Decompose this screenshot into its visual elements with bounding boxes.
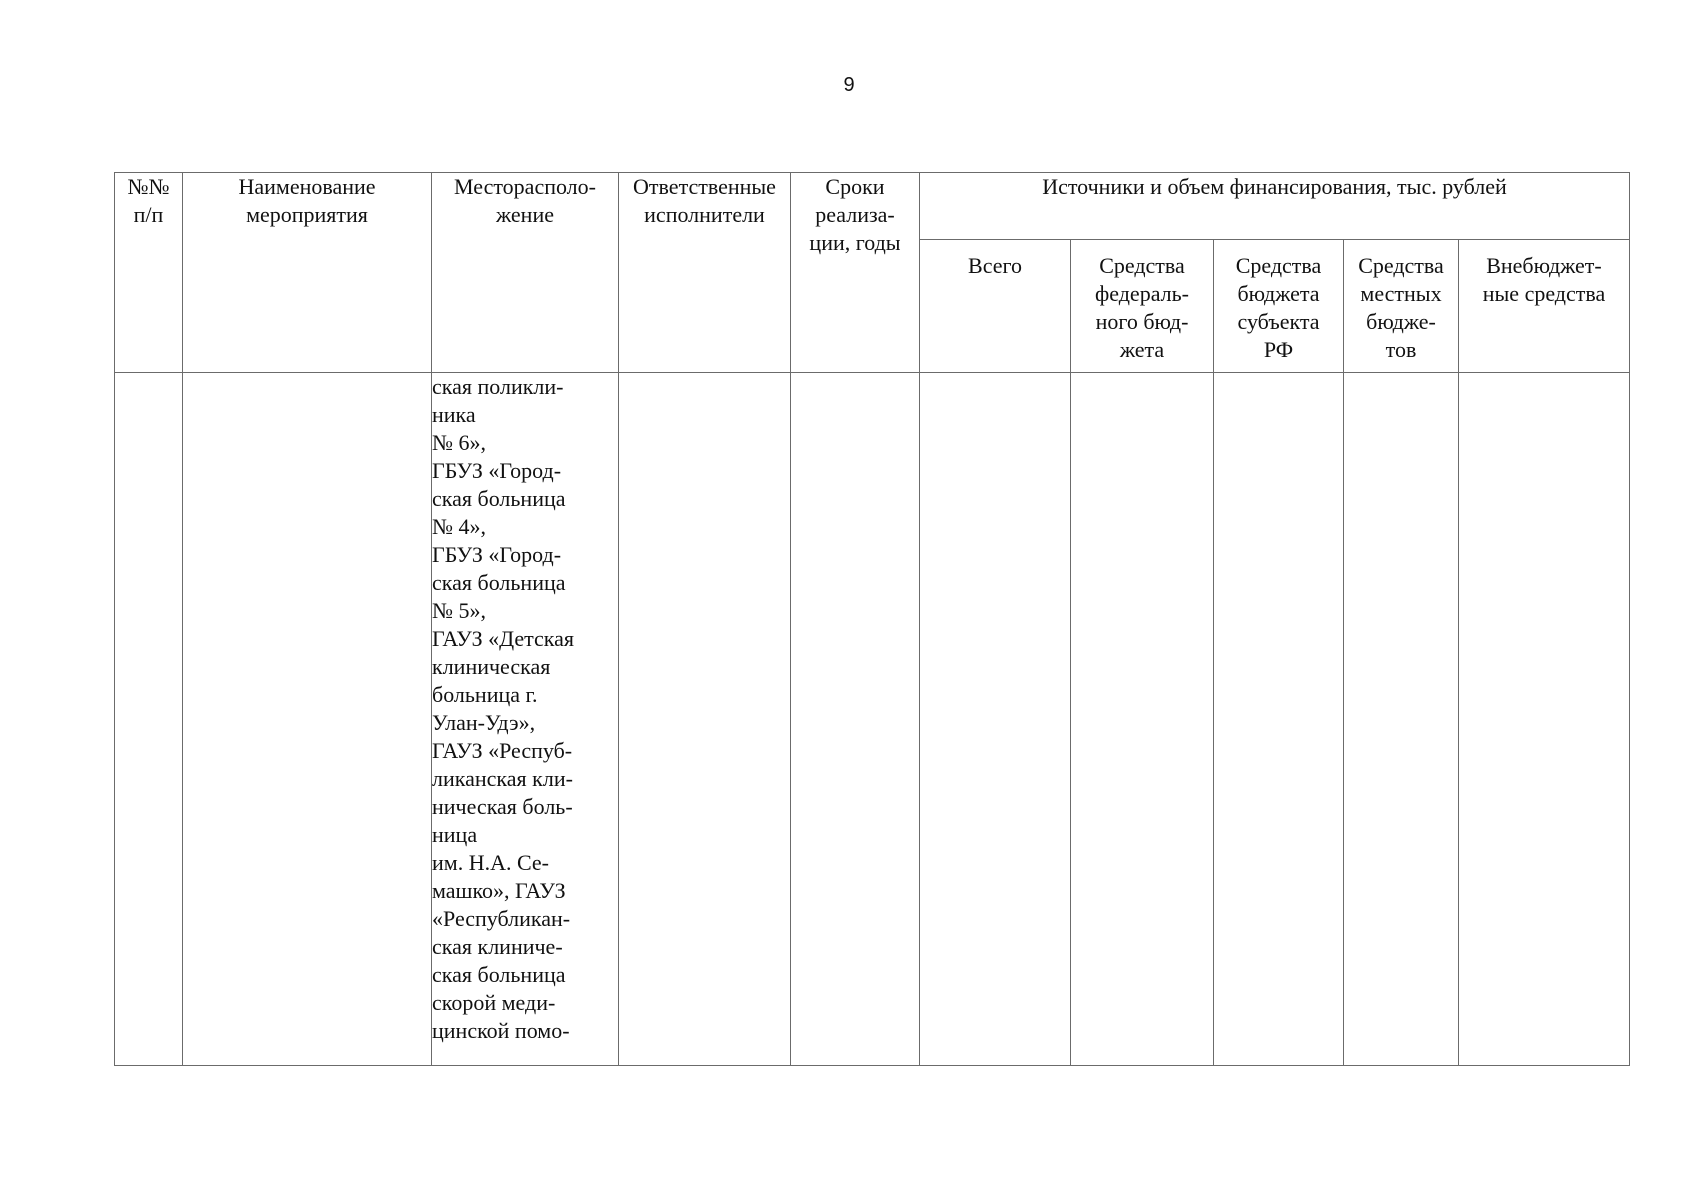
header-local: Средства местных бюдже- тов: [1344, 240, 1459, 373]
header-extrabudget: Внебюджет- ные средства: [1459, 240, 1630, 373]
cell-subject: [1214, 373, 1344, 1066]
header-financing-group: Источники и объем финансирования, тыс. рублей: [920, 173, 1630, 240]
cell-federal: [1071, 373, 1214, 1066]
cell-local: [1344, 373, 1459, 1066]
header-location: Месторасполо- жение: [432, 173, 619, 373]
cell-name: [183, 373, 432, 1066]
financing-table-frame: [114, 172, 1629, 1065]
financing-table: [114, 172, 1630, 1066]
table-row: [115, 373, 1630, 1066]
header-name: Наименование мероприятия: [183, 173, 432, 373]
header-federal: Средства федераль- ного бюд- жета: [1071, 240, 1214, 373]
header-responsible: Ответственные исполнители: [619, 173, 791, 373]
header-subject: Средства бюджета субъекта РФ: [1214, 240, 1344, 373]
cell-location: ская поликли- ника № 6», ГБУЗ «Город- ская больница № 4», ГБУЗ «Город- ская больница № 5», ГАУЗ «Детская клиническая больница г. Улан-Удэ», ГАУЗ «Респуб- ликанская кли- ническая боль- ница им. Н.А. Се- машко», ГАУЗ «Республикан- ская клиниче- ская больница скорой меди- цинской помо-: [432, 373, 619, 1066]
header-total: Всего: [920, 240, 1071, 373]
header-row-main: [115, 173, 1630, 240]
header-terms: Сроки реализа- ции, годы: [791, 173, 920, 373]
cell-num: [115, 373, 183, 1066]
header-num: №№ п/п: [115, 173, 183, 373]
cell-responsible: [619, 373, 791, 1066]
cell-extrabudget: [1459, 373, 1630, 1066]
page-number: 9: [843, 74, 855, 96]
cell-terms: [791, 373, 920, 1066]
cell-total: [920, 373, 1071, 1066]
